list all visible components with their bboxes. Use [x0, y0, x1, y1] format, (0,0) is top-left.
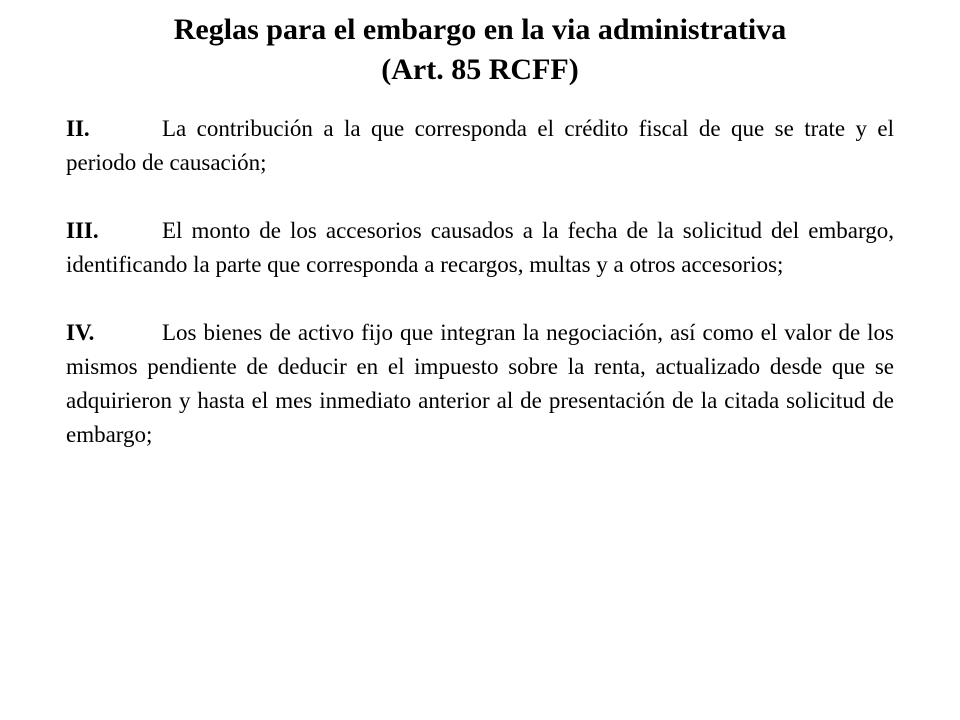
paragraph-iii: [66, 214, 894, 282]
paragraph-text: Los bienes de activo fijo que integran la negociación, así como el valor de los mismos pendiente de deducir en el impuesto sobre la renta, actualizado desde que se adquirieron y hasta el mes inmediato anterior al de presentación de la citada solicitud de embargo;: [66, 320, 894, 447]
paragraph-text: El monto de los accesorios causados a la fecha de la solicitud del embargo, identificando la parte que corresponda a recargos, multas y a otros accesorios;: [66, 218, 894, 277]
paragraph-ii: [66, 112, 894, 180]
slide-body: [66, 112, 894, 486]
slide-title: [60, 10, 900, 90]
paragraph-number: II.: [66, 116, 90, 141]
paragraph-iv: [66, 316, 894, 452]
paragraph-number: IV.: [66, 320, 95, 345]
paragraph-text: La contribución a la que corresponda el crédito fiscal de que se trate y el periodo de causación;: [66, 116, 894, 175]
paragraph-number: III.: [66, 218, 99, 243]
title-line-1: Reglas para el embargo en la via administrativa: [173, 13, 787, 46]
title-line-2: (Art. 85 RCFF): [381, 53, 579, 86]
